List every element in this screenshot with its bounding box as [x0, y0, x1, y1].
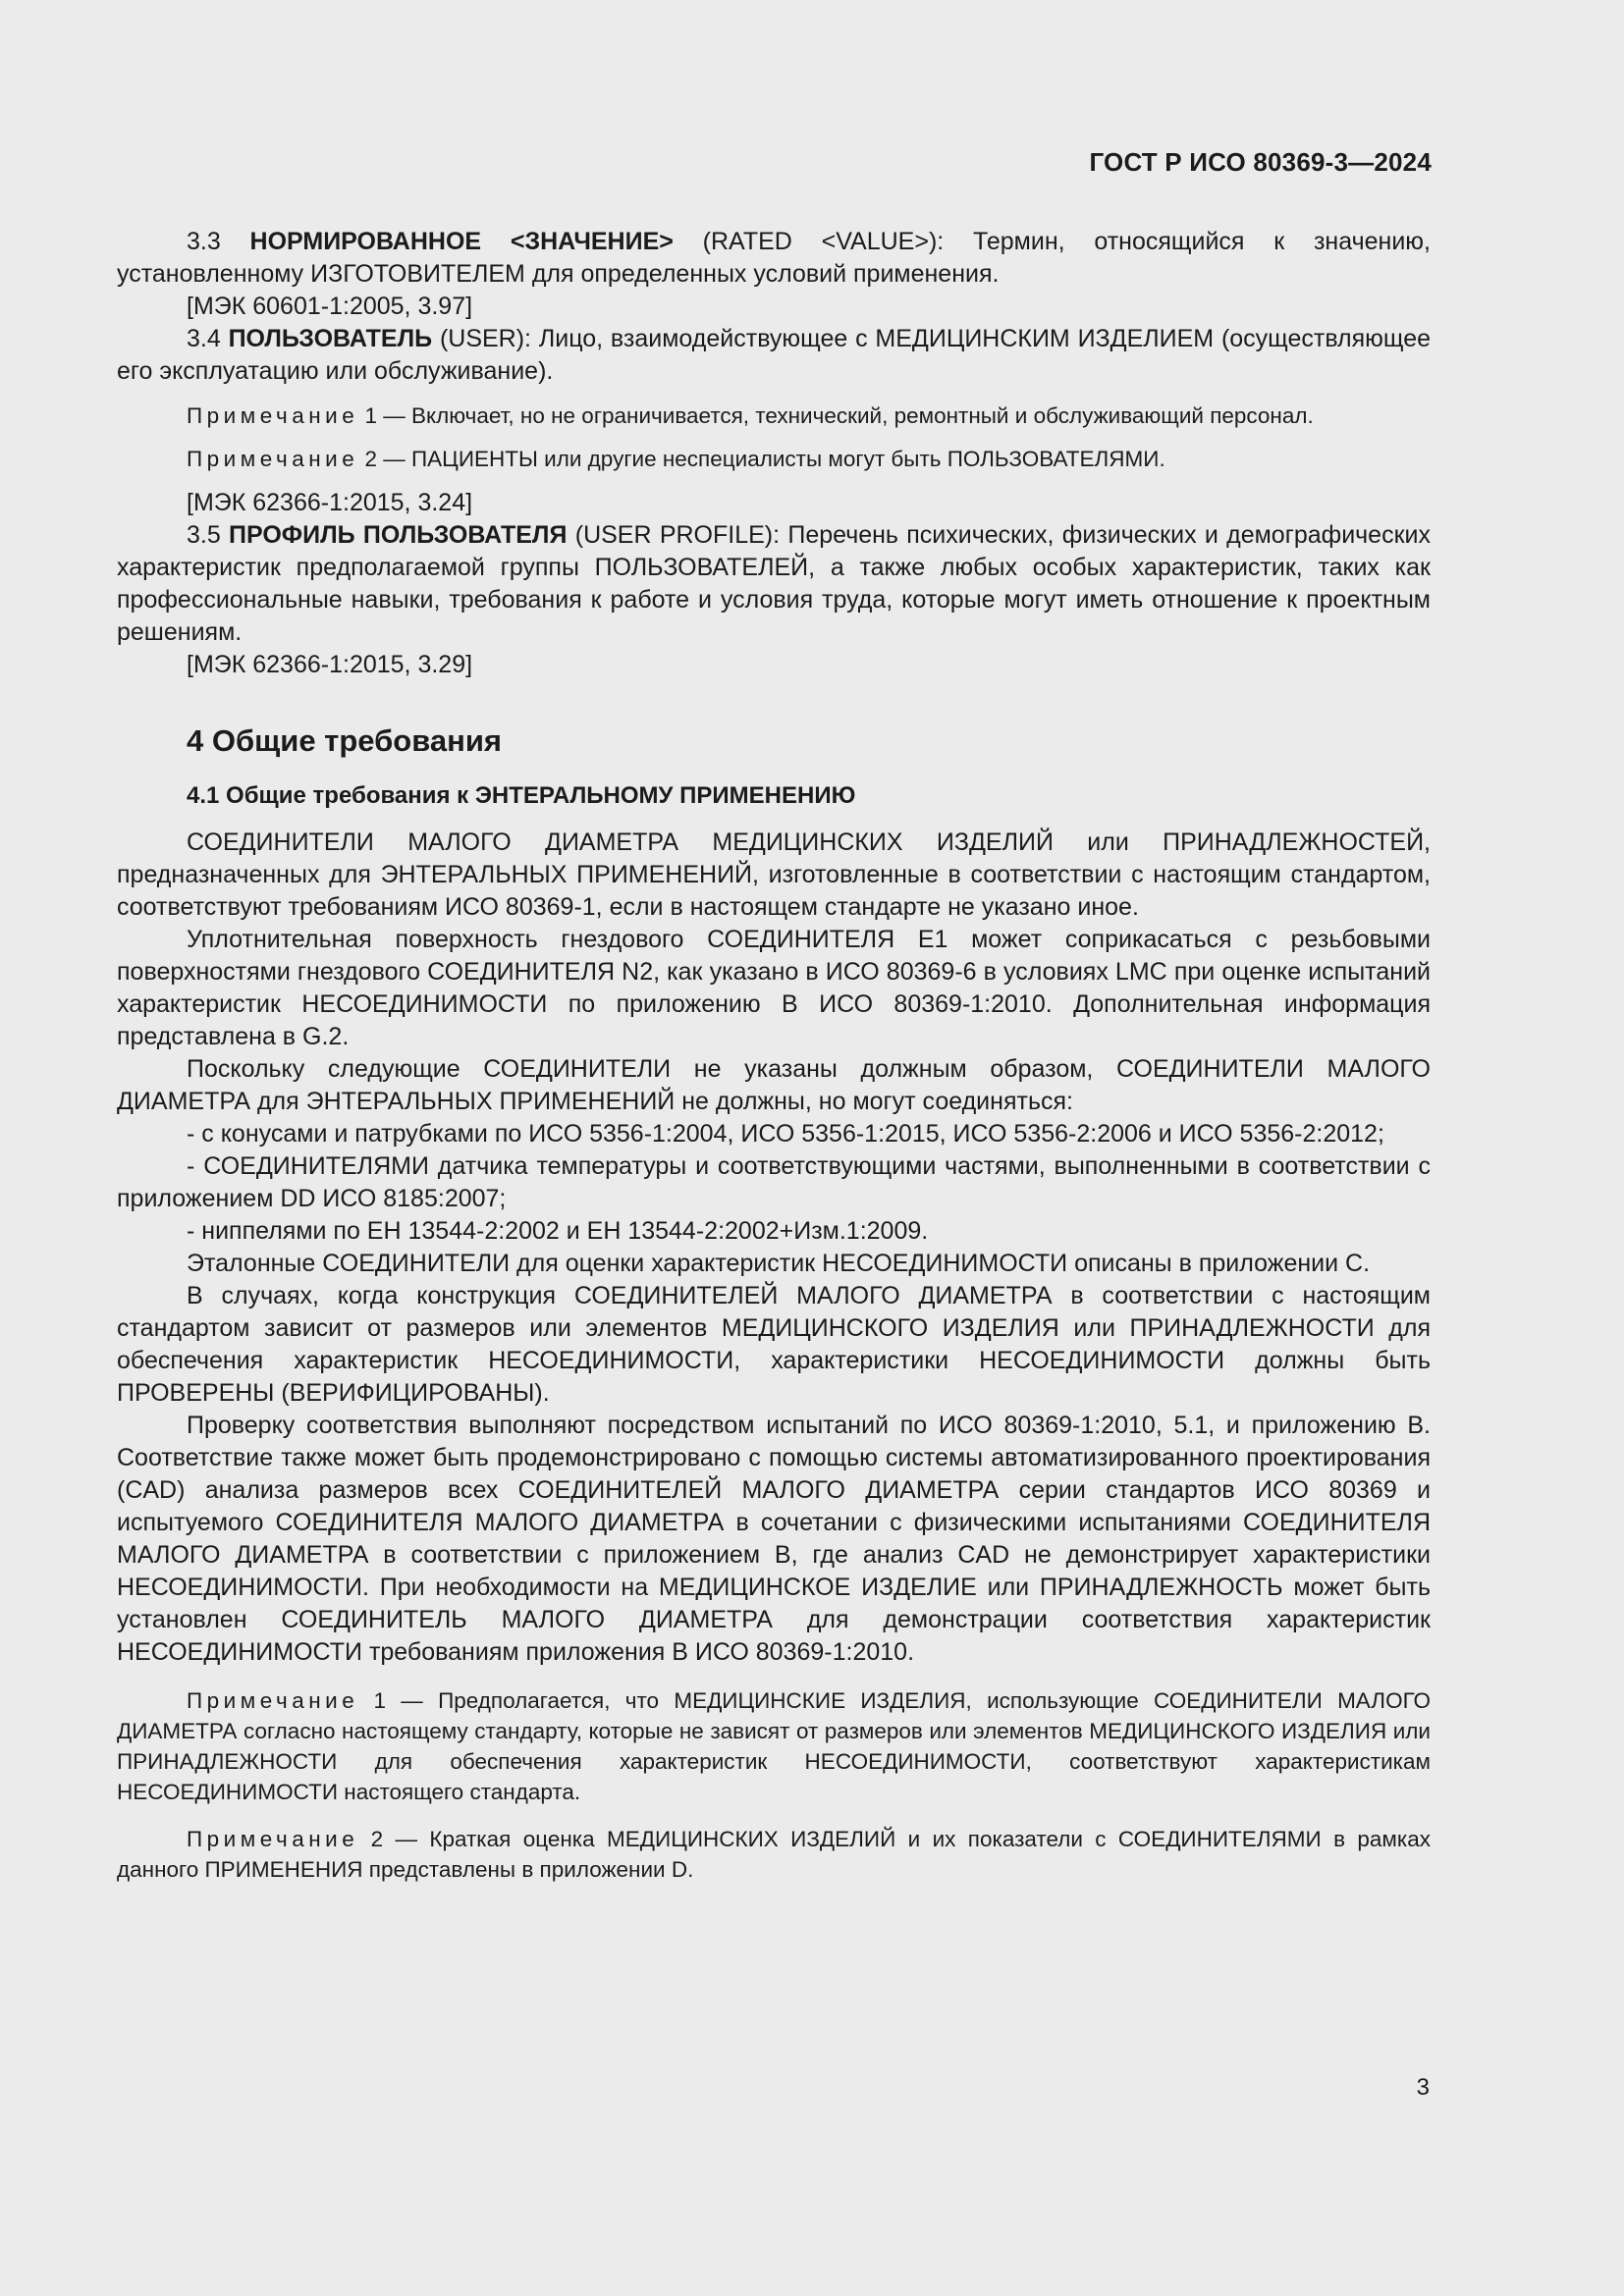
note-text: 1 — Включает, но не ограничивается, технический, ремонтный и обслуживающий персонал.: [358, 403, 1314, 428]
term-number: 3.3: [187, 228, 250, 255]
note: [117, 1685, 1431, 1807]
term-name: ПРОФИЛЬ ПОЛЬЗОВАТЕЛЯ: [229, 521, 568, 549]
note: [117, 1824, 1431, 1885]
note-text: 1 — Предполагается, что МЕДИЦИНСКИЕ ИЗДЕЛИЯ, использующие СОЕДИНИТЕЛИ МАЛОГО ДИАМЕТРА согласно настоящему стандарту, которые не зависят от размеров или элементов МЕДИЦИНСКОГО ИЗДЕЛИЯ или ПРИНАДЛЕЖНОСТИ для обеспечения характеристик НЕСОЕДИНИМОСТИ, соответствуют характеристикам НЕСОЕДИНИМОСТИ настоящего стандарта.: [117, 1688, 1431, 1804]
list-item: - с конусами и патрубками по ИСО 5356-1:2004, ИСО 5356-1:2015, ИСО 5356-2:2006 и ИСО 5356-2:2012;: [187, 1120, 1384, 1148]
term-number: 3.4: [187, 325, 229, 352]
section-heading: 4 Общие требования: [187, 723, 502, 758]
paragraph: Уплотнительная поверхность гнездового СОЕДИНИТЕЛЯ E1 может соприкасаться с резьбовыми поверхностями гнездового СОЕДИНИТЕЛЯ N2, как указано в ИСО 80369-6 в условиях LMC при оценке испытаний характеристик НЕСОЕДИНИМОСТИ по приложению B ИСО 80369-1:2010. Дополнительная информация представлена в G.2.: [117, 926, 1431, 1050]
paragraph: Эталонные СОЕДИНИТЕЛИ для оценки характеристик НЕСОЕДИНИМОСТИ описаны в приложении C.: [187, 1250, 1371, 1277]
term-3-3: [117, 226, 1431, 291]
paragraph: СОЕДИНИТЕЛИ МАЛОГО ДИАМЕТРА МЕДИЦИНСКИХ ИЗДЕЛИЙ или ПРИНАДЛЕЖНОСТЕЙ, предназначенных для ЭНТЕРАЛЬНЫХ ПРИМЕНЕНИЙ, изготовленные в соответствии с настоящим стандартом, соответствуют требованиям ИСО 80369-1, если в настоящем стандарте не указано иное.: [117, 828, 1431, 921]
term-definition: (USER PROFILE): Перечень психических, физических и демографических характеристик предполагаемой группы ПОЛЬЗОВАТЕЛЕЙ, а также любых особых характеристик, таких как профессиональные навыки, требования к работе и условия труда, которые могут иметь отношение к проектным решениям.: [117, 521, 1431, 646]
note: [117, 400, 1431, 431]
term-3-4: [117, 323, 1431, 388]
term-reference: [МЭК 62366-1:2015, 3.29]: [187, 651, 473, 678]
list-item: - СОЕДИНИТЕЛЯМИ датчика температуры и соответствующими частями, выполненными в соответствии с приложением DD ИСО 8185:2007;: [117, 1152, 1431, 1212]
term-reference: [МЭК 62366-1:2015, 3.24]: [187, 489, 473, 516]
subsection-heading: 4.1 Общие требования к ЭНТЕРАЛЬНОМУ ПРИМЕНЕНИЮ: [187, 782, 856, 809]
note-label: Примечание: [187, 403, 359, 428]
page-content: [117, 226, 1431, 1885]
paragraph: Проверку соответствия выполняют посредством испытаний по ИСО 80369-1:2010, 5.1, и приложению B. Соответствие также может быть продемонстрировано с помощью системы автоматизированного проектирования (CAD) анализа размеров всех СОЕДИНИТЕЛЕЙ МАЛОГО ДИАМЕТРА серии стандартов ИСО 80369 и испытуемого СОЕДИНИТЕЛЯ МАЛОГО ДИАМЕТРА в сочетании с физическими испытаниями СОЕДИНИТЕЛЯ МАЛОГО ДИАМЕТРА в соответствии с приложением B, где анализ CAD не демонстрирует характеристики НЕСОЕДИНИМОСТИ. При необходимости на МЕДИЦИНСКОЕ ИЗДЕЛИЕ или ПРИНАДЛЕЖНОСТЬ может быть установлен СОЕДИНИТЕЛЬ МАЛОГО ДИАМЕТРА для демонстрации соответствия характеристик НЕСОЕДИНИМОСТИ требованиям приложения B ИСО 80369-1:2010.: [117, 1412, 1431, 1666]
note-label: Примечание: [187, 1688, 359, 1713]
term-reference: [МЭК 60601-1:2005, 3.97]: [187, 293, 473, 320]
note: [117, 444, 1431, 474]
term-name: ПОЛЬЗОВАТЕЛЬ: [228, 325, 433, 352]
note-text: 2 — ПАЦИЕНТЫ или другие неспециалисты могут быть ПОЛЬЗОВАТЕЛЯМИ.: [358, 447, 1165, 471]
term-number: 3.5: [187, 521, 230, 549]
note-text: 2 — Краткая оценка МЕДИЦИНСКИХ ИЗДЕЛИЙ и их показатели с СОЕДИНИТЕЛЯМИ в рамках данного ПРИМЕНЕНИЯ представлены в приложении D.: [117, 1827, 1431, 1882]
list-item: - ниппелями по ЕН 13544-2:2002 и ЕН 13544-2:2002+Изм.1:2009.: [187, 1217, 929, 1245]
page-number: 3: [1416, 2074, 1430, 2101]
term-definition: (RATED <VALUE>): Термин, относящийся к значению, установленному ИЗГОТОВИТЕЛЕМ для определенных условий применения.: [117, 228, 1431, 288]
term-definition: (USER): Лицо, взаимодействующее с МЕДИЦИНСКИМ ИЗДЕЛИЕМ (осуществляющее его эксплуатацию или обслуживание).: [117, 325, 1431, 385]
term-name: НОРМИРОВАННОЕ <ЗНАЧЕНИЕ>: [249, 228, 674, 255]
paragraph: Поскольку следующие СОЕДИНИТЕЛИ не указаны должным образом, СОЕДИНИТЕЛИ МАЛОГО ДИАМЕТРА для ЭНТЕРАЛЬНЫХ ПРИМЕНЕНИЙ не должны, но могут соединяться:: [117, 1055, 1431, 1115]
note-label: Примечание: [187, 1827, 359, 1851]
note-label: Примечание: [187, 447, 359, 471]
document-number: ГОСТ Р ИСО 80369-3—2024: [1089, 147, 1432, 177]
paragraph: В случаях, когда конструкция СОЕДИНИТЕЛЕЙ МАЛОГО ДИАМЕТРА в соответствии с настоящим стандартом зависит от размеров или элементов МЕДИЦИНСКОГО ИЗДЕЛИЯ или ПРИНАДЛЕЖНОСТИ для обеспечения характеристик НЕСОЕДИНИМОСТИ, характеристики НЕСОЕДИНИМОСТИ должны быть ПРОВЕРЕНЫ (ВЕРИФИЦИРОВАНЫ).: [117, 1282, 1431, 1407]
term-3-5: [117, 519, 1431, 649]
